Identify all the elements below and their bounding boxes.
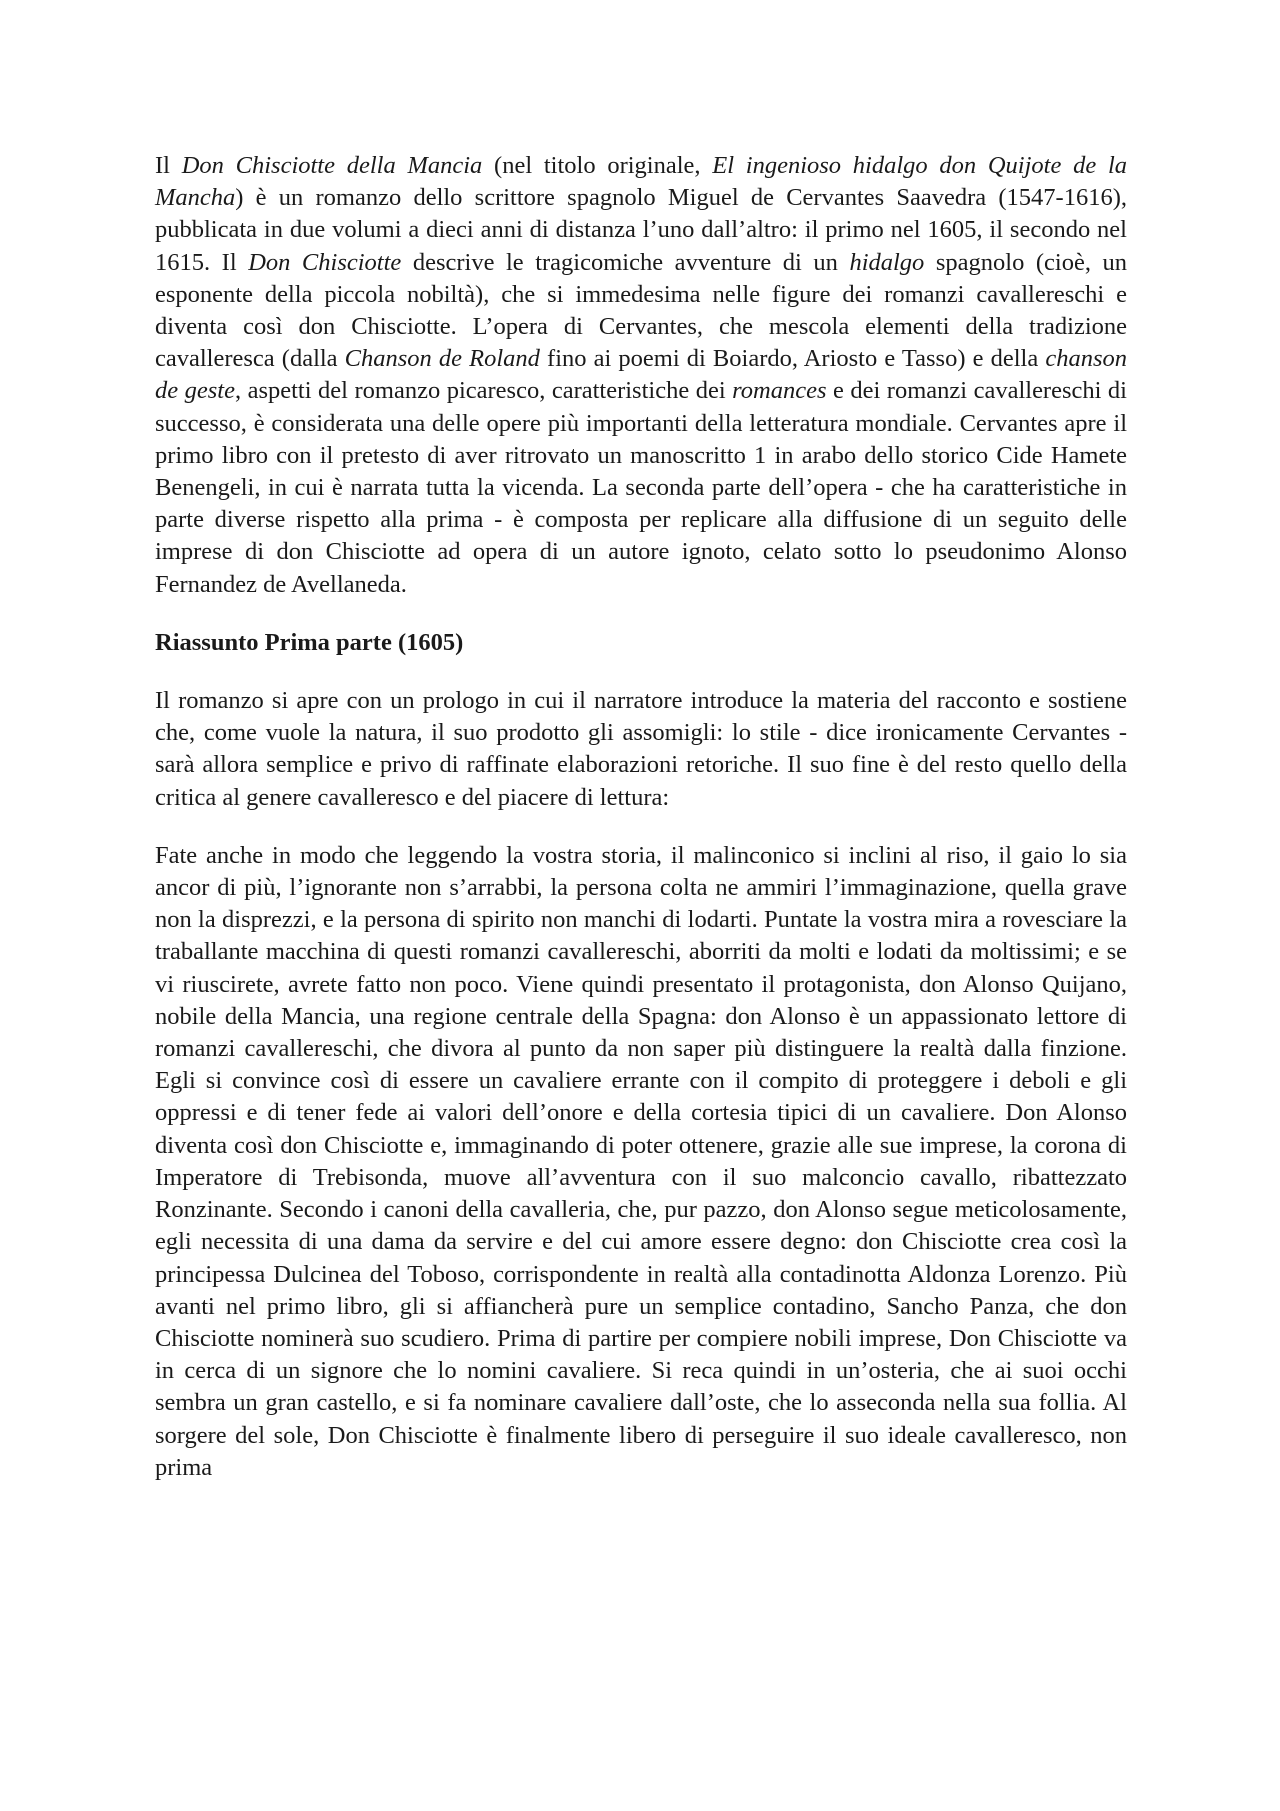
- intro-italic-romances: romances: [732, 377, 827, 405]
- intro-text-6: fino ai poemi di Boiardo, Ariosto e Tasso) e della: [539, 345, 1046, 373]
- intro-italic-title: Don Chisciotte della Mancia: [181, 152, 483, 179]
- intro-text-4: descrive le tragicomiche avventure di un: [401, 248, 850, 276]
- intro-italic-original-title: El ingenioso hidalgo don Quijote de la Mancha: [155, 152, 1128, 212]
- intro-text-2: (nel titolo originale,: [482, 152, 713, 179]
- intro-text-7: , aspetti del romanzo picaresco, caratteristiche dei: [234, 377, 733, 405]
- intro-italic-chanson: chanson de geste: [155, 345, 1127, 405]
- intro-text-1: Il: [155, 152, 182, 179]
- document-page: [155, 150, 1127, 1484]
- prologue-paragraph: Il romanzo si apre con un prologo in cui il narratore introduce la materia del racconto e sostiene che, come vuole la natura, il suo prodotto gli assomigli: lo stile - dice ironicamente Cervantes - sarà allora semplice e privo di raffinate elaborazioni retoriche. Il suo fine è del resto quello della critica al genere cavalleresco e del piacere di lettura:: [155, 687, 1127, 811]
- intro-text-8: e dei romanzi cavallereschi di successo, è considerata una delle opere più importanti della letteratura mondiale. Cervantes apre il primo libro con il pretesto di aver ritrovato un manoscritto 1 in arabo dello storico Cide Hamete Benengeli, in cui è narrata tutta la vicenda. La seconda parte dell’opera - che ha caratteristiche in parte diverse rispetto alla prima - è composta per replicare alla diffusione di un seguito delle imprese di don Chisciotte ad opera di un autore ignoto, celato sotto lo pseudonimo Alonso Fernandez de Avellaneda.: [155, 377, 1127, 598]
- intro-text-3: ) è un romanzo dello scrittore spagnolo Miguel de Cervantes Saavedra (1547-1616), pubblicata in due volumi a dieci anni di distanza l’uno dall’altro: il primo nel 1605, il secondo nel 1615. Il: [155, 184, 1127, 276]
- intro-italic-short-title: Don Chisciotte: [248, 248, 402, 276]
- intro-italic-hidalgo: hidalgo: [849, 248, 925, 276]
- intro-text-5: spagnolo (cioè, un esponente della piccola nobiltà), che si immedesima nelle figure dei romanzi cavallereschi e diventa così don Chisciotte. L’opera di Cervantes, che mescola elementi della tradizione cavalleresca (dalla: [155, 248, 1128, 373]
- section-heading: Riassunto Prima parte (1605): [155, 628, 464, 656]
- summary-paragraph: Fate anche in modo che leggendo la vostra storia, il malinconico si inclini al riso, il gaio lo sia ancor di più, l’ignorante non s’arrabbi, la persona colta ne ammiri l’immaginazione, quella grave non la disprezzi, e la persona di spirito non manchi di lodarti. Puntate la vostra mira a rovesciare la traballante macchina di questi romanzi cavallereschi, aborriti da molti e lodati da moltissimi; e se vi riuscirete, avrete fatto non poco. Viene quindi presentato il protagonista, don Alonso Quijano, nobile della Mancia, una regione centrale della Spagna: don Alonso è un appassionato lettore di romanzi cavallereschi, che divora al punto da non saper più distinguere la realtà dalla finzione. Egli si convince così di essere un cavaliere errante con il compito di proteggere i deboli e gli oppressi e di tener fede ai valori dell’onore e della cortesia tipici di un cavaliere. Don Alonso diventa così don Chisciotte e, immaginando di poter ottenere, grazie alle sue imprese, la corona di Imperatore di Trebisonda, muove all’avventura con il suo malconcio cavallo, ribattezzato Ronzinante. Secondo i canoni della cavalleria, che, pur pazzo, don Alonso segue meticolosamente, egli necessita di una dama da servire e del cui amore essere degno: don Chisciotte crea così la principessa Dulcinea del Toboso, corrispondente in realtà alla contadinotta Aldonza Lorenzo. Più avanti nel primo libro, gli si affiancherà pure un semplice contadino, Sancho Panza, che don Chisciotte nominerà suo scudiero. Prima di partire per compiere nobili imprese, Don Chisciotte va in cerca di un signore che lo nomini cavaliere. Si reca quindi in un’osteria, che ai suoi occhi sembra un gran castello, e si fa nominare cavaliere dall’oste, che lo asseconda nella sua follia. Al sorgere del sole, Don Chisciotte è finalmente libero di perseguire il suo ideale cavalleresco, non prima: [155, 841, 1127, 1481]
- intro-paragraph: [155, 150, 1127, 601]
- intro-italic-roland: Chanson de Roland: [344, 345, 540, 373]
